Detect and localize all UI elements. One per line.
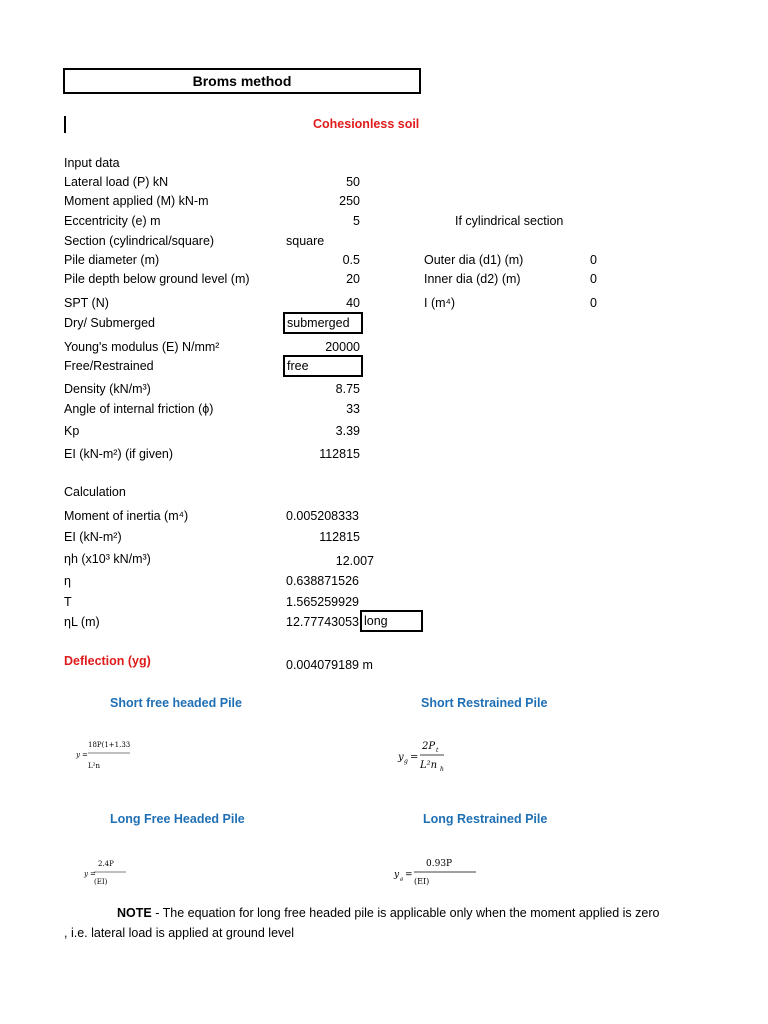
label-t: T xyxy=(64,595,72,609)
note-label: NOTE xyxy=(117,906,152,920)
label-outer-dia: Outer dia (d1) (m) xyxy=(424,253,524,267)
label-eccentricity: Eccentricity (e) m xyxy=(64,214,161,228)
value-spt[interactable]: 40 xyxy=(346,296,360,310)
pile-length-type: long xyxy=(360,610,423,632)
cylindrical-heading: If cylindrical section xyxy=(455,214,564,228)
label-pile-depth: Pile depth below ground level (m) xyxy=(64,272,250,286)
value-eccentricity[interactable]: 5 xyxy=(353,214,360,228)
note-text-1: - The equation for long free headed pile is applicable only when the moment applied is zero xyxy=(151,906,660,920)
label-eta-l: ηL (m) xyxy=(64,615,100,629)
dry-submerged-field[interactable]: submerged xyxy=(283,312,363,334)
deflection-value: 0.004079189 m xyxy=(286,658,373,672)
label-youngs-modulus: Young's modulus (E) N/mm² xyxy=(64,340,220,354)
label-inner-dia: Inner dia (d2) (m) xyxy=(424,272,521,286)
svg-text:=: = xyxy=(90,870,96,878)
calc-heading: Calculation xyxy=(64,485,126,499)
value-inner-dia[interactable]: 0 xyxy=(590,272,597,286)
short-restrained-heading: Short Restrained Pile xyxy=(421,696,548,710)
svg-text:=: = xyxy=(405,870,413,880)
label-free-restrained: Free/Restrained xyxy=(64,359,154,373)
value-ei-given[interactable]: 112815 xyxy=(319,447,360,461)
short-free-formula-image xyxy=(74,732,134,776)
long-free-formula-image xyxy=(82,852,132,892)
soil-type: Cohesionless soil xyxy=(313,117,420,131)
svg-text:y: y xyxy=(84,870,88,878)
label-kp: Kp xyxy=(64,424,80,438)
long-restrained-heading: Long Restrained Pile xyxy=(423,812,548,826)
long-restrained-formula-image xyxy=(392,852,482,892)
svg-text:=: = xyxy=(82,751,88,759)
value-eta-h: 12.007 xyxy=(335,554,374,568)
label-pile-diameter: Pile diameter (m) xyxy=(64,253,160,267)
note-line-2: , i.e. lateral load is applied at ground level xyxy=(64,926,295,940)
input-heading: Input data xyxy=(64,156,120,170)
label-ei-given: EI (kN-m²) (if given) xyxy=(64,447,174,461)
value-moment-inertia: 0.005208333 xyxy=(286,509,359,523)
svg-text:y: y xyxy=(76,751,80,759)
svg-text:g: g xyxy=(404,758,408,765)
deflection-label: Deflection (yg) xyxy=(64,654,151,668)
svg-text:(EI): (EI) xyxy=(94,878,108,886)
value-outer-dia[interactable]: 0 xyxy=(590,253,597,267)
value-youngs-modulus[interactable]: 20000 xyxy=(325,340,360,354)
label-eta-h: ηh (x10³ kN/m³) xyxy=(64,552,151,566)
label-ei: EI (kN-m²) xyxy=(64,530,122,544)
svg-text:(EI): (EI) xyxy=(414,877,430,886)
label-dry-submerged: Dry/ Submerged xyxy=(64,316,156,330)
value-kp[interactable]: 3.39 xyxy=(335,424,360,438)
value-section[interactable]: square xyxy=(286,234,325,248)
svg-text:y: y xyxy=(394,870,400,880)
value-eta: 0.638871526 xyxy=(286,574,359,588)
label-friction-angle: Angle of internal friction (ϕ) xyxy=(64,402,214,416)
value-friction-angle[interactable]: 33 xyxy=(346,402,360,416)
svg-text:L²n: L²n xyxy=(88,762,100,770)
note-line-1 xyxy=(117,906,659,920)
value-cyl-inertia[interactable]: 0 xyxy=(590,296,597,310)
svg-text:2P: 2P xyxy=(422,741,436,752)
value-density[interactable]: 8.75 xyxy=(335,382,360,396)
label-section: Section (cylindrical/square) xyxy=(64,234,215,248)
value-ei: 112815 xyxy=(319,530,360,544)
long-free-heading: Long Free Headed Pile xyxy=(110,812,245,826)
value-pile-diameter[interactable]: 0.5 xyxy=(342,253,360,267)
label-moment-inertia: Moment of inertia (m⁴) xyxy=(64,509,189,523)
svg-text:2.4P: 2.4P xyxy=(98,860,114,868)
value-eta-l: 12.77743053 xyxy=(286,615,359,629)
label-lateral-load: Lateral load (P) kN xyxy=(64,175,169,189)
value-moment[interactable]: 250 xyxy=(339,194,360,208)
value-t: 1.565259929 xyxy=(286,595,359,609)
label-spt: SPT (N) xyxy=(64,296,109,310)
short-free-heading: Short free headed Pile xyxy=(110,696,242,710)
free-restrained-field[interactable]: free xyxy=(283,355,363,377)
label-eta: η xyxy=(64,574,71,588)
label-cyl-inertia: I (m⁴) xyxy=(424,296,456,310)
svg-text:L²n: L²n xyxy=(420,760,438,771)
svg-text:h: h xyxy=(440,766,444,773)
svg-text:g: g xyxy=(400,876,404,882)
svg-text:0.93P: 0.93P xyxy=(426,859,453,869)
page-title: Broms method xyxy=(63,68,421,94)
text-cursor xyxy=(64,116,66,133)
value-lateral-load[interactable]: 50 xyxy=(346,175,360,189)
svg-text:=: = xyxy=(410,752,419,763)
label-moment: Moment applied (M) kN-m xyxy=(64,194,209,208)
svg-text:t: t xyxy=(436,747,439,754)
label-density: Density (kN/m³) xyxy=(64,382,151,396)
value-pile-depth[interactable]: 20 xyxy=(346,272,360,286)
svg-text:y: y xyxy=(398,752,404,763)
svg-text:18P(1+1.33: 18P(1+1.33 xyxy=(88,741,131,749)
short-restrained-formula-image xyxy=(396,734,476,774)
